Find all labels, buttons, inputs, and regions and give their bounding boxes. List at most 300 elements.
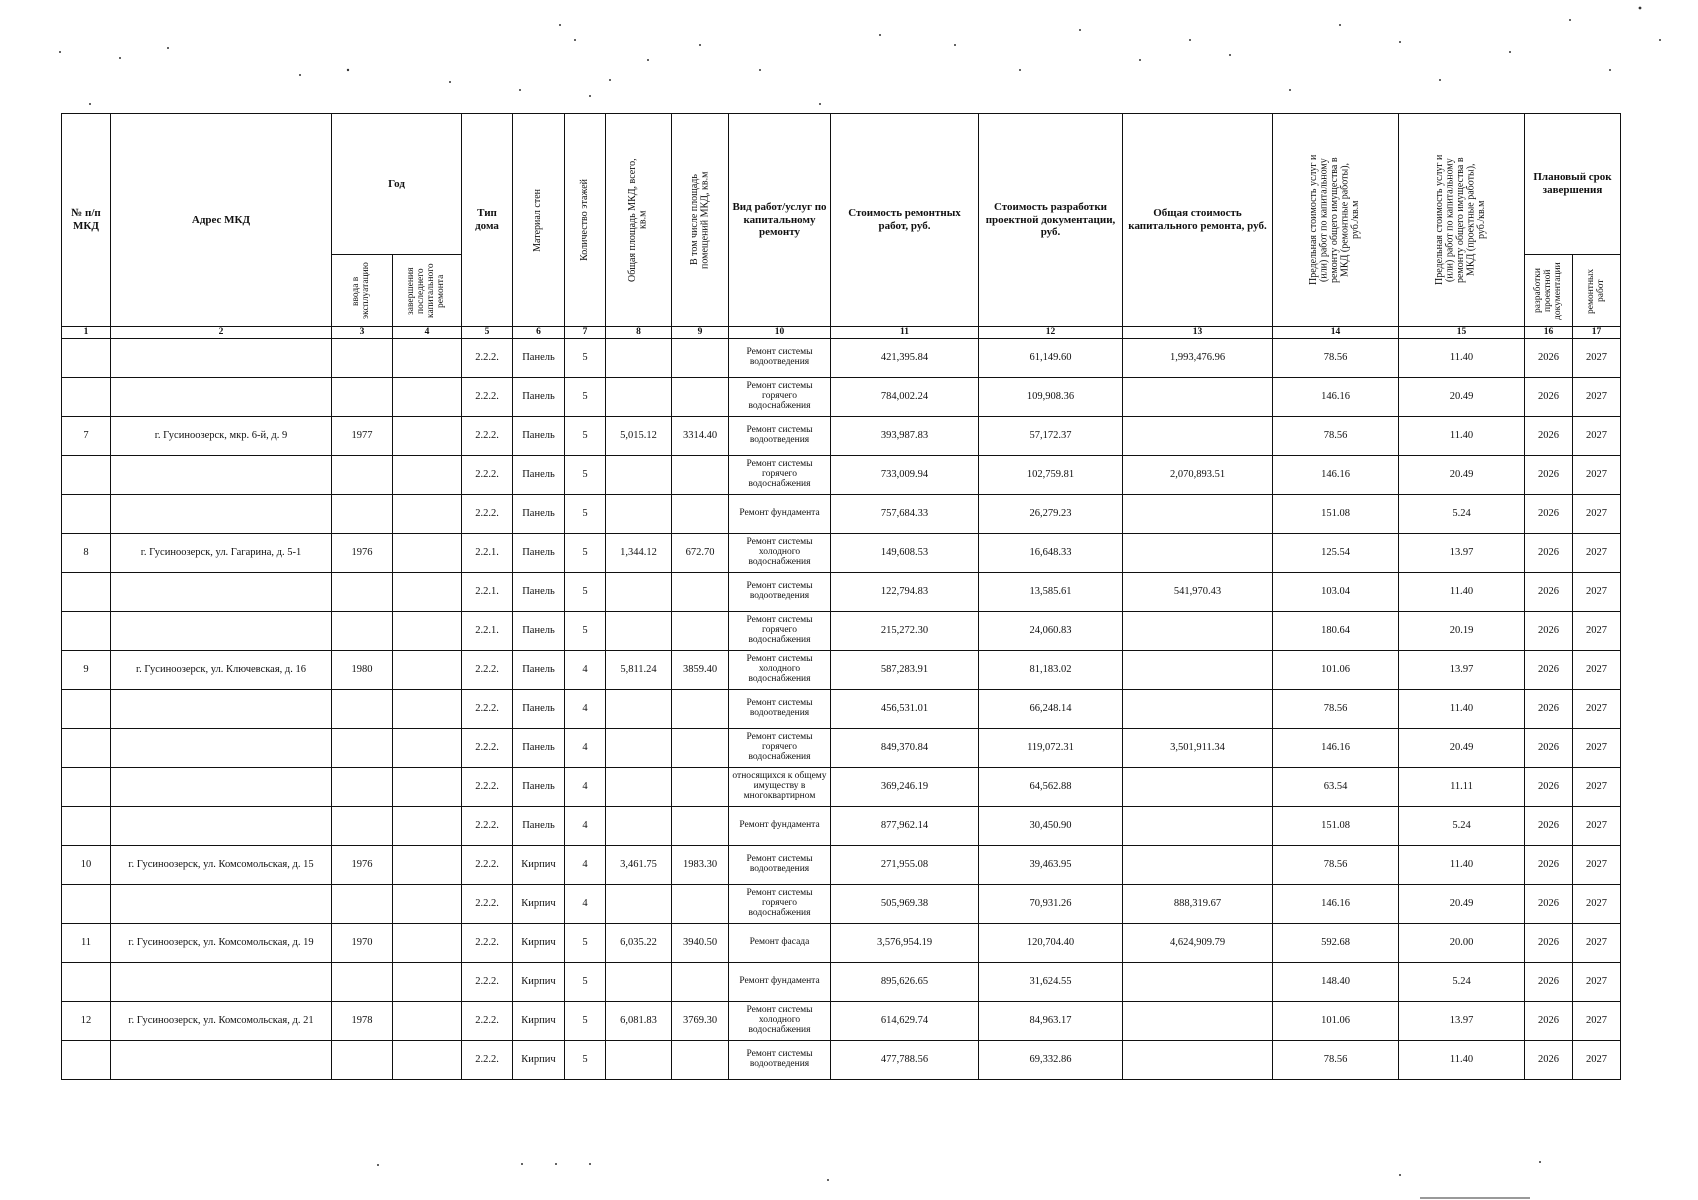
limit-repair-cell: 78.56	[1273, 690, 1399, 729]
premises-area-cell: 3940.50	[672, 924, 729, 963]
deadline-works-cell: 2027	[1573, 729, 1621, 768]
total-area-cell	[606, 612, 672, 651]
year-commission-cell	[332, 768, 393, 807]
limit-repair-cell: 151.08	[1273, 807, 1399, 846]
house-num-cell	[62, 963, 111, 1002]
deadline-works-cell: 2027	[1573, 456, 1621, 495]
header-year-last-repair: завершения последнего капитального ремонта	[393, 255, 462, 327]
design-cost-cell: 31,624.55	[979, 963, 1123, 1002]
address-cell: г. Гусиноозерск, мкр. 6-й, д. 9	[111, 417, 332, 456]
address-cell: г. Гусиноозерск, ул. Гагарина, д. 5-1	[111, 534, 332, 573]
repair-cost-cell: 614,629.74	[831, 1002, 979, 1041]
design-cost-cell: 24,060.83	[979, 612, 1123, 651]
table-row	[62, 573, 1621, 612]
address-cell	[111, 729, 332, 768]
house-num-cell	[62, 729, 111, 768]
wall-material-cell: Панель	[513, 378, 565, 417]
address-cell	[111, 885, 332, 924]
table-row	[62, 534, 1621, 573]
house-type-cell: 2.2.2.	[462, 378, 513, 417]
year-last-repair-cell	[393, 417, 462, 456]
year-commission-cell	[332, 573, 393, 612]
floors-cell: 4	[565, 807, 606, 846]
column-number: 1	[62, 327, 111, 339]
header-deadline-design: разработки проектной документации	[1525, 255, 1573, 327]
limit-repair-cell: 78.56	[1273, 417, 1399, 456]
limit-repair-cell: 101.06	[1273, 651, 1399, 690]
floors-cell: 5	[565, 573, 606, 612]
work-type-cell: относящихся к общему имуществу в многоквартирном	[729, 768, 831, 807]
total-area-cell	[606, 378, 672, 417]
header-house-type: Тип дома	[462, 114, 513, 327]
design-cost-cell: 16,648.33	[979, 534, 1123, 573]
column-number: 10	[729, 327, 831, 339]
total-cost-cell: 2,070,893.51	[1123, 456, 1273, 495]
work-type-cell: Ремонт системы горячего водоснабжения	[729, 456, 831, 495]
deadline-works-cell: 2027	[1573, 1002, 1621, 1041]
column-number: 9	[672, 327, 729, 339]
wall-material-cell: Панель	[513, 612, 565, 651]
header-design-cost: Стоимость разработки проектной документации, руб.	[979, 114, 1123, 327]
total-area-cell	[606, 456, 672, 495]
deadline-works-cell: 2027	[1573, 534, 1621, 573]
header-work-type: Вид работ/услуг по капитальному ремонту	[729, 114, 831, 327]
premises-area-cell: 3314.40	[672, 417, 729, 456]
work-type-cell: Ремонт системы водоотведения	[729, 846, 831, 885]
year-last-repair-cell	[393, 456, 462, 495]
header-floors: Количество этажей	[565, 114, 606, 327]
work-type-cell: Ремонт системы холодного водоснабжения	[729, 534, 831, 573]
table-row	[62, 924, 1621, 963]
column-number: 12	[979, 327, 1123, 339]
deadline-design-cell: 2026	[1525, 729, 1573, 768]
repair-cost-cell: 271,955.08	[831, 846, 979, 885]
scan-noise-top	[0, 0, 1698, 110]
house-type-cell: 2.2.2.	[462, 495, 513, 534]
house-type-cell: 2.2.2.	[462, 417, 513, 456]
column-number: 17	[1573, 327, 1621, 339]
year-last-repair-cell	[393, 1002, 462, 1041]
floors-cell: 5	[565, 339, 606, 378]
repair-cost-cell: 587,283.91	[831, 651, 979, 690]
total-area-cell: 5,015.12	[606, 417, 672, 456]
year-commission-cell	[332, 612, 393, 651]
work-type-cell: Ремонт системы водоотведения	[729, 690, 831, 729]
house-type-cell: 2.2.2.	[462, 1041, 513, 1080]
work-type-cell: Ремонт системы холодного водоснабжения	[729, 651, 831, 690]
work-type-cell: Ремонт фундамента	[729, 807, 831, 846]
deadline-works-cell: 2027	[1573, 1041, 1621, 1080]
table-row	[62, 651, 1621, 690]
premises-area-cell	[672, 456, 729, 495]
table-row	[62, 690, 1621, 729]
total-cost-cell: 541,970.43	[1123, 573, 1273, 612]
house-type-cell: 2.2.2.	[462, 846, 513, 885]
wall-material-cell: Панель	[513, 573, 565, 612]
deadline-works-cell: 2027	[1573, 339, 1621, 378]
scan-noise-bottom	[0, 1140, 1698, 1200]
limit-design-cell: 11.11	[1399, 768, 1525, 807]
house-type-cell: 2.2.2.	[462, 807, 513, 846]
table-row	[62, 339, 1621, 378]
column-number: 2	[111, 327, 332, 339]
deadline-works-cell: 2027	[1573, 495, 1621, 534]
deadline-design-cell: 2026	[1525, 417, 1573, 456]
total-cost-cell	[1123, 378, 1273, 417]
column-number: 8	[606, 327, 672, 339]
house-type-cell: 2.2.2.	[462, 456, 513, 495]
repair-cost-cell: 757,684.33	[831, 495, 979, 534]
year-commission-cell: 1976	[332, 534, 393, 573]
premises-area-cell	[672, 807, 729, 846]
design-cost-cell: 120,704.40	[979, 924, 1123, 963]
floors-cell: 5	[565, 495, 606, 534]
premises-area-cell: 3859.40	[672, 651, 729, 690]
limit-design-cell: 20.49	[1399, 378, 1525, 417]
house-num-cell	[62, 339, 111, 378]
year-commission-cell	[332, 495, 393, 534]
table-row	[62, 1041, 1621, 1080]
deadline-design-cell: 2026	[1525, 534, 1573, 573]
total-cost-cell	[1123, 495, 1273, 534]
house-type-cell: 2.2.2.	[462, 690, 513, 729]
premises-area-cell	[672, 885, 729, 924]
deadline-design-cell: 2026	[1525, 651, 1573, 690]
limit-design-cell: 11.40	[1399, 573, 1525, 612]
year-last-repair-cell	[393, 846, 462, 885]
column-number: 6	[513, 327, 565, 339]
table-row	[62, 768, 1621, 807]
limit-repair-cell: 146.16	[1273, 729, 1399, 768]
address-cell	[111, 339, 332, 378]
limit-repair-cell: 78.56	[1273, 339, 1399, 378]
table-row	[62, 1002, 1621, 1041]
house-type-cell: 2.2.2.	[462, 924, 513, 963]
year-commission-cell	[332, 885, 393, 924]
limit-repair-cell: 146.16	[1273, 885, 1399, 924]
table-row	[62, 378, 1621, 417]
work-type-cell: Ремонт системы горячего водоснабжения	[729, 885, 831, 924]
deadline-works-cell: 2027	[1573, 573, 1621, 612]
house-num-cell	[62, 690, 111, 729]
limit-repair-cell: 146.16	[1273, 456, 1399, 495]
limit-design-cell: 13.97	[1399, 1002, 1525, 1041]
limit-design-cell: 20.19	[1399, 612, 1525, 651]
house-num-cell	[62, 456, 111, 495]
work-type-cell: Ремонт системы холодного водоснабжения	[729, 1002, 831, 1041]
wall-material-cell: Панель	[513, 495, 565, 534]
limit-design-cell: 5.24	[1399, 495, 1525, 534]
wall-material-cell: Кирпич	[513, 885, 565, 924]
year-last-repair-cell	[393, 612, 462, 651]
year-commission-cell	[332, 339, 393, 378]
work-type-cell: Ремонт системы горячего водоснабжения	[729, 729, 831, 768]
deadline-design-cell: 2026	[1525, 339, 1573, 378]
column-number: 4	[393, 327, 462, 339]
house-num-cell	[62, 768, 111, 807]
wall-material-cell: Панель	[513, 651, 565, 690]
year-last-repair-cell	[393, 534, 462, 573]
house-num-cell	[62, 573, 111, 612]
deadline-design-cell: 2026	[1525, 885, 1573, 924]
deadline-works-cell: 2027	[1573, 651, 1621, 690]
deadline-design-cell: 2026	[1525, 963, 1573, 1002]
work-type-cell: Ремонт фундамента	[729, 495, 831, 534]
limit-repair-cell: 103.04	[1273, 573, 1399, 612]
table-row	[62, 885, 1621, 924]
repair-cost-cell: 369,246.19	[831, 768, 979, 807]
premises-area-cell: 3769.30	[672, 1002, 729, 1041]
limit-design-cell: 13.97	[1399, 534, 1525, 573]
column-number: 13	[1123, 327, 1273, 339]
design-cost-cell: 70,931.26	[979, 885, 1123, 924]
house-num-cell: 8	[62, 534, 111, 573]
deadline-design-cell: 2026	[1525, 924, 1573, 963]
deadline-works-cell: 2027	[1573, 885, 1621, 924]
year-commission-cell	[332, 690, 393, 729]
year-last-repair-cell	[393, 1041, 462, 1080]
limit-repair-cell: 151.08	[1273, 495, 1399, 534]
column-number: 15	[1399, 327, 1525, 339]
column-number: 14	[1273, 327, 1399, 339]
column-number: 5	[462, 327, 513, 339]
work-type-cell: Ремонт фасада	[729, 924, 831, 963]
total-cost-cell: 3,501,911.34	[1123, 729, 1273, 768]
house-num-cell	[62, 885, 111, 924]
year-commission-cell: 1977	[332, 417, 393, 456]
header-total-cost: Общая стоимость капитального ремонта, руб.	[1123, 114, 1273, 327]
premises-area-cell	[672, 495, 729, 534]
total-cost-cell	[1123, 807, 1273, 846]
address-cell	[111, 963, 332, 1002]
design-cost-cell: 66,248.14	[979, 690, 1123, 729]
limit-design-cell: 11.40	[1399, 690, 1525, 729]
house-type-cell: 2.2.2.	[462, 339, 513, 378]
repair-cost-cell: 393,987.83	[831, 417, 979, 456]
year-commission-cell	[332, 456, 393, 495]
column-number-row	[62, 327, 1621, 339]
year-commission-cell	[332, 963, 393, 1002]
limit-design-cell: 5.24	[1399, 807, 1525, 846]
total-cost-cell	[1123, 534, 1273, 573]
house-type-cell: 2.2.1.	[462, 573, 513, 612]
deadline-works-cell: 2027	[1573, 378, 1621, 417]
limit-design-cell: 20.49	[1399, 729, 1525, 768]
floors-cell: 5	[565, 924, 606, 963]
year-last-repair-cell	[393, 573, 462, 612]
house-num-cell: 10	[62, 846, 111, 885]
year-last-repair-cell	[393, 339, 462, 378]
house-type-cell: 2.2.1.	[462, 612, 513, 651]
total-cost-cell: 888,319.67	[1123, 885, 1273, 924]
table-row	[62, 417, 1621, 456]
repair-cost-cell: 877,962.14	[831, 807, 979, 846]
wall-material-cell: Кирпич	[513, 924, 565, 963]
deadline-design-cell: 2026	[1525, 1002, 1573, 1041]
limit-design-cell: 20.00	[1399, 924, 1525, 963]
repair-cost-cell: 477,788.56	[831, 1041, 979, 1080]
total-cost-cell: 4,624,909.79	[1123, 924, 1273, 963]
deadline-design-cell: 2026	[1525, 495, 1573, 534]
header-num: № п/п МКД	[62, 114, 111, 327]
deadline-works-cell: 2027	[1573, 846, 1621, 885]
address-cell: г. Гусиноозерск, ул. Комсомольская, д. 19	[111, 924, 332, 963]
year-last-repair-cell	[393, 495, 462, 534]
total-area-cell	[606, 963, 672, 1002]
wall-material-cell: Панель	[513, 729, 565, 768]
house-num-cell: 11	[62, 924, 111, 963]
house-type-cell: 2.2.2.	[462, 729, 513, 768]
deadline-design-cell: 2026	[1525, 612, 1573, 651]
repair-cost-cell: 421,395.84	[831, 339, 979, 378]
table-body	[62, 339, 1621, 1080]
limit-repair-cell: 125.54	[1273, 534, 1399, 573]
wall-material-cell: Кирпич	[513, 1041, 565, 1080]
limit-repair-cell: 148.40	[1273, 963, 1399, 1002]
header-year: Год	[332, 114, 462, 255]
design-cost-cell: 39,463.95	[979, 846, 1123, 885]
design-cost-cell: 26,279.23	[979, 495, 1123, 534]
deadline-works-cell: 2027	[1573, 612, 1621, 651]
design-cost-cell: 102,759.81	[979, 456, 1123, 495]
house-num-cell	[62, 612, 111, 651]
work-type-cell: Ремонт системы водоотведения	[729, 339, 831, 378]
address-cell	[111, 612, 332, 651]
premises-area-cell	[672, 1041, 729, 1080]
year-last-repair-cell	[393, 378, 462, 417]
address-cell	[111, 1041, 332, 1080]
total-area-cell	[606, 807, 672, 846]
design-cost-cell: 64,562.88	[979, 768, 1123, 807]
total-area-cell	[606, 495, 672, 534]
address-cell	[111, 495, 332, 534]
wall-material-cell: Панель	[513, 534, 565, 573]
address-cell	[111, 768, 332, 807]
year-commission-cell	[332, 1041, 393, 1080]
table-row	[62, 846, 1621, 885]
year-last-repair-cell	[393, 885, 462, 924]
repair-cost-cell: 733,009.94	[831, 456, 979, 495]
header-limit-repair: Предельная стоимость услуг и (или) работ по капитальному ремонту общего имущества в МКД (ремонтные работы), руб./кв.м	[1273, 114, 1399, 327]
capital-repair-table	[61, 113, 1621, 1080]
table-row	[62, 495, 1621, 534]
year-last-repair-cell	[393, 807, 462, 846]
design-cost-cell: 61,149.60	[979, 339, 1123, 378]
design-cost-cell: 57,172.37	[979, 417, 1123, 456]
limit-repair-cell: 592.68	[1273, 924, 1399, 963]
wall-material-cell: Панель	[513, 690, 565, 729]
limit-design-cell: 11.40	[1399, 417, 1525, 456]
repair-cost-cell: 122,794.83	[831, 573, 979, 612]
total-area-cell	[606, 885, 672, 924]
header-wall-material: Материал стен	[513, 114, 565, 327]
address-cell: г. Гусиноозерск, ул. Комсомольская, д. 15	[111, 846, 332, 885]
total-cost-cell	[1123, 651, 1273, 690]
repair-cost-cell: 3,576,954.19	[831, 924, 979, 963]
repair-cost-cell: 849,370.84	[831, 729, 979, 768]
premises-area-cell	[672, 612, 729, 651]
limit-design-cell: 13.97	[1399, 651, 1525, 690]
year-last-repair-cell	[393, 690, 462, 729]
table-row	[62, 456, 1621, 495]
limit-repair-cell: 78.56	[1273, 1041, 1399, 1080]
design-cost-cell: 69,332.86	[979, 1041, 1123, 1080]
wall-material-cell: Панель	[513, 417, 565, 456]
premises-area-cell	[672, 963, 729, 1002]
year-last-repair-cell	[393, 963, 462, 1002]
year-commission-cell: 1970	[332, 924, 393, 963]
deadline-works-cell: 2027	[1573, 690, 1621, 729]
year-commission-cell: 1978	[332, 1002, 393, 1041]
floors-cell: 4	[565, 729, 606, 768]
address-cell: г. Гусиноозерск, ул. Комсомольская, д. 21	[111, 1002, 332, 1041]
design-cost-cell: 109,908.36	[979, 378, 1123, 417]
total-area-cell: 6,081.83	[606, 1002, 672, 1041]
premises-area-cell: 1983.30	[672, 846, 729, 885]
deadline-works-cell: 2027	[1573, 417, 1621, 456]
premises-area-cell	[672, 768, 729, 807]
header-limit-design: Предельная стоимость услуг и (или) работ по капитальному ремонту общего имущества в МКД (проектные работы), руб./кв.м	[1399, 114, 1525, 327]
header-total-area: Общая площадь МКД, всего, кв.м	[606, 114, 672, 327]
wall-material-cell: Кирпич	[513, 1002, 565, 1041]
address-cell	[111, 573, 332, 612]
house-num-cell	[62, 1041, 111, 1080]
limit-design-cell: 20.49	[1399, 885, 1525, 924]
column-number: 16	[1525, 327, 1573, 339]
table-row	[62, 612, 1621, 651]
deadline-design-cell: 2026	[1525, 1041, 1573, 1080]
total-cost-cell	[1123, 690, 1273, 729]
floors-cell: 4	[565, 768, 606, 807]
floors-cell: 5	[565, 963, 606, 1002]
year-last-repair-cell	[393, 768, 462, 807]
deadline-works-cell: 2027	[1573, 807, 1621, 846]
wall-material-cell: Кирпич	[513, 963, 565, 1002]
repair-cost-cell: 149,608.53	[831, 534, 979, 573]
total-area-cell: 6,035.22	[606, 924, 672, 963]
total-cost-cell	[1123, 846, 1273, 885]
floors-cell: 5	[565, 1041, 606, 1080]
limit-design-cell: 11.40	[1399, 339, 1525, 378]
table-row	[62, 807, 1621, 846]
table-row	[62, 963, 1621, 1002]
floors-cell: 5	[565, 456, 606, 495]
address-cell	[111, 456, 332, 495]
premises-area-cell	[672, 378, 729, 417]
total-area-cell	[606, 1041, 672, 1080]
deadline-works-cell: 2027	[1573, 768, 1621, 807]
deadline-design-cell: 2026	[1525, 378, 1573, 417]
address-cell	[111, 378, 332, 417]
floors-cell: 5	[565, 1002, 606, 1041]
premises-area-cell	[672, 339, 729, 378]
header-deadline: Плановый срок завершения	[1525, 114, 1621, 255]
total-cost-cell	[1123, 963, 1273, 1002]
deadline-design-cell: 2026	[1525, 690, 1573, 729]
header-address: Адрес МКД	[111, 114, 332, 327]
repair-cost-cell: 895,626.65	[831, 963, 979, 1002]
design-cost-cell: 30,450.90	[979, 807, 1123, 846]
house-type-cell: 2.2.2.	[462, 768, 513, 807]
repair-cost-cell: 215,272.30	[831, 612, 979, 651]
total-cost-cell	[1123, 417, 1273, 456]
house-num-cell	[62, 378, 111, 417]
limit-repair-cell: 63.54	[1273, 768, 1399, 807]
total-cost-cell	[1123, 768, 1273, 807]
year-last-repair-cell	[393, 651, 462, 690]
total-area-cell	[606, 768, 672, 807]
deadline-design-cell: 2026	[1525, 573, 1573, 612]
